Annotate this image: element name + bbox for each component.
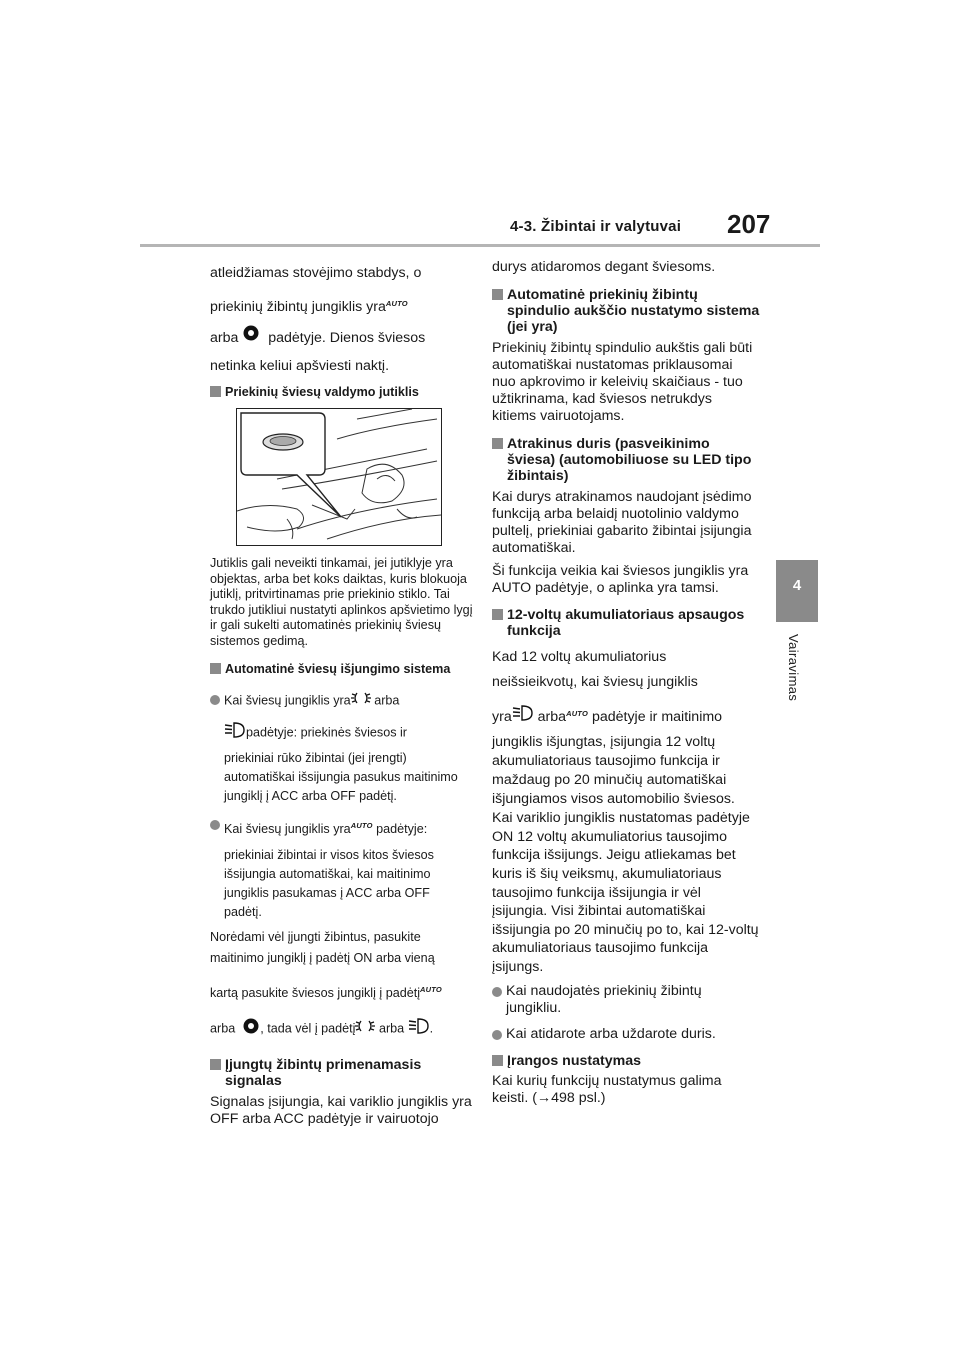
text: , tada vėl į padėtį	[260, 1021, 356, 1036]
text	[210, 1017, 478, 1041]
square-bullet	[210, 386, 221, 397]
heading-text: 12-voltų akumuliatoriaus apsaugos funkcija	[507, 607, 745, 639]
text: priekiniai rūko žibintai (jei įrengti)	[224, 751, 407, 766]
text: Kai atidarote arba uždarote duris.	[506, 1025, 716, 1042]
round-bullet	[210, 695, 220, 705]
text: Kai naudojatės priekinių žibintų jungikliu.	[506, 982, 702, 1016]
text	[224, 816, 478, 839]
section-heading	[492, 436, 760, 484]
text: jungiklis pasukamas į ACC arba OFF	[224, 886, 430, 901]
list-item	[492, 1026, 760, 1043]
text: akumuliatoriaus tausojimo funkcija ir	[492, 753, 720, 770]
heading-text: Atrakinus duris (pasveikinimo šviesa) (automobiliuose su LED tipo žibintais)	[507, 436, 752, 484]
heading-text: Automatinė šviesų išjungimo sistema	[225, 662, 451, 677]
chapter-name-label: Vairavimas	[786, 634, 801, 702]
text: priekinių žibintų jungiklis yra	[210, 299, 386, 315]
list-item	[492, 983, 760, 1017]
left-column	[210, 259, 478, 1128]
section-heading	[210, 384, 478, 400]
paragraph: Ši funkcija veikia kai šviesos jungiklis yra AUTO padėtyje, o aplinka yra tamsi.	[492, 563, 749, 596]
text: Kai šviesų jungiklis yra	[224, 693, 351, 708]
text: arba	[210, 330, 239, 346]
lamp-off-icon	[242, 324, 260, 352]
parking-light-icon	[351, 691, 371, 711]
text: arba	[210, 1021, 236, 1036]
text: neišsieikvotų, kai šviesų jungiklis	[492, 674, 698, 690]
text: išsijungia automatiškai, kai maitinimo	[224, 867, 431, 882]
text: kartą pasukite šviesos jungiklį į padėtį	[210, 986, 421, 1001]
chapter-number: 4	[792, 577, 802, 594]
text: yra	[492, 709, 512, 725]
square-bullet	[210, 1059, 221, 1070]
text: priekiniai žibintai ir visos kitos šviesos	[224, 848, 434, 863]
dashboard-sensor-drawing	[237, 409, 441, 545]
list-item	[210, 816, 478, 922]
section-heading	[492, 607, 760, 639]
round-bullet	[492, 987, 502, 997]
text: Norėdami vėl įjungti žibintus, pasukite	[210, 930, 421, 945]
paragraph: Kai variklio jungiklis nustatomas padėtyje ON 12 voltų akumuliatorius tausojimo funkcija išsijungs. Jeigu atliekamas bet kuris iš šių veiksmų, akumuliatoriaus tausojimo funkcija išsijungia ir vėl įsijungia. Visi žibintai automatiškai išsijungia po 20 minučių po to, kai 12-voltų akumuliatoriaus tausojimo funkcija įsijungs.	[492, 810, 759, 975]
round-bullet	[492, 1030, 502, 1040]
text: arba	[537, 709, 567, 725]
paragraph: Priekinių žibintų spindulio aukštis gali būti automatiškai nustatomas priklausomai nuo apkrovimo ir keleivių skaičiaus - tuo užtikrinama, kad šviesos netrukdys kitiems vairuotojams.	[492, 340, 753, 424]
heading-text: Priekinių šviesų valdymo jutiklis	[225, 385, 419, 400]
square-bullet	[492, 609, 503, 620]
heading-text: Įrangos nustatymas	[507, 1052, 642, 1069]
text: .	[429, 1021, 434, 1036]
sensor-illustration	[236, 408, 442, 546]
text: jungiklį į ACC arba OFF padėtį.	[224, 789, 397, 804]
auto-label: AUTO	[566, 709, 588, 718]
text	[492, 700, 760, 731]
square-bullet	[492, 438, 503, 449]
headlight-icon	[408, 1018, 430, 1040]
headlight-icon	[512, 703, 534, 731]
text: jungiklis išjungtas, įsijungia 12 voltų	[492, 734, 716, 751]
text: išjungiamos visos automobilio šviesos.	[492, 791, 735, 808]
header-rule	[140, 244, 820, 247]
text: padėtyje. Dienos šviesos	[268, 330, 426, 346]
text	[210, 980, 478, 1003]
section-title: 4-3. Žibintai ir valytuvai	[510, 218, 682, 235]
text: Kai šviesų jungiklis yra	[224, 822, 351, 837]
text: automatiškai išsijungia pasukus maitinimo	[224, 770, 458, 785]
text: maždaug po 20 minučių automatiškai	[492, 772, 727, 789]
paragraph: Kai kurių funkcijų nustatymus galima keisti. (→498 psl.)	[492, 1072, 722, 1106]
list-item	[210, 691, 478, 806]
paragraph: durys atidaromos degant šviesoms.	[492, 259, 716, 275]
paragraph: Kai durys atrakinamos naudojant įsėdimo funkciją arba belaidį nuotolinio valdymo pultelį, priekiniai gabarito žibintai įsijungia automatiškai.	[492, 489, 752, 556]
text: padėtį.	[224, 905, 262, 920]
headlight-icon	[224, 722, 246, 744]
text: Kad 12 voltų akumuliatorius	[492, 649, 667, 665]
sensor-note: Jutiklis gali neveikti tinkamai, jei jutiklyje yra objektas, arba bet koks daiktas, kuris blokuoja jutiklį, pritvirtinamas prie priekinio stiklo. Tai trukdo jutikliui nustatyti aplinkos apšvietimo lygį ir gali sukelti automatinės priekinių šviesų sistemos gedimą.	[210, 556, 473, 648]
page-number: 207	[727, 209, 771, 239]
paragraph: netinka keliui apšviesti naktį.	[210, 358, 390, 375]
section-heading	[210, 661, 478, 677]
right-column	[492, 259, 760, 1107]
section-heading	[210, 1057, 478, 1089]
text: padėtyje: priekinės šviesos ir	[246, 725, 407, 740]
paragraph: Signalas įsijungia, kai variklio jungiklis yra OFF arba ACC padėtyje ir vairuotojo	[210, 1094, 472, 1128]
square-bullet	[492, 289, 503, 300]
text: arba	[378, 1021, 405, 1036]
text: padėtyje:	[376, 822, 428, 837]
heading-text: Įjungtų žibintų primenamasis signalas	[225, 1057, 422, 1090]
chapter-name	[786, 634, 806, 714]
auto-label: AUTO	[420, 985, 442, 995]
square-bullet	[492, 1055, 503, 1066]
paragraph	[210, 290, 478, 321]
parking-light-icon	[355, 1019, 375, 1039]
text	[224, 691, 478, 711]
text: padėtyje ir maitinimo	[591, 709, 723, 725]
square-bullet	[210, 663, 221, 674]
auto-label: AUTO	[385, 299, 408, 308]
text: maitinimo jungiklį į padėtį ON arba vieną	[210, 951, 435, 966]
text	[224, 722, 478, 744]
text: arba	[374, 693, 400, 708]
section-heading	[492, 287, 760, 335]
paragraph: atleidžiamas stovėjimo stabdys, o	[210, 265, 422, 281]
paragraph	[210, 324, 478, 352]
auto-label: AUTO	[350, 821, 373, 831]
section-heading	[492, 1053, 760, 1069]
round-bullet	[210, 820, 220, 830]
heading-text: Automatinė priekinių žibintų spindulio aukščio nustatymo sistema (jei yra)	[507, 287, 760, 335]
lamp-off-icon	[242, 1017, 260, 1041]
